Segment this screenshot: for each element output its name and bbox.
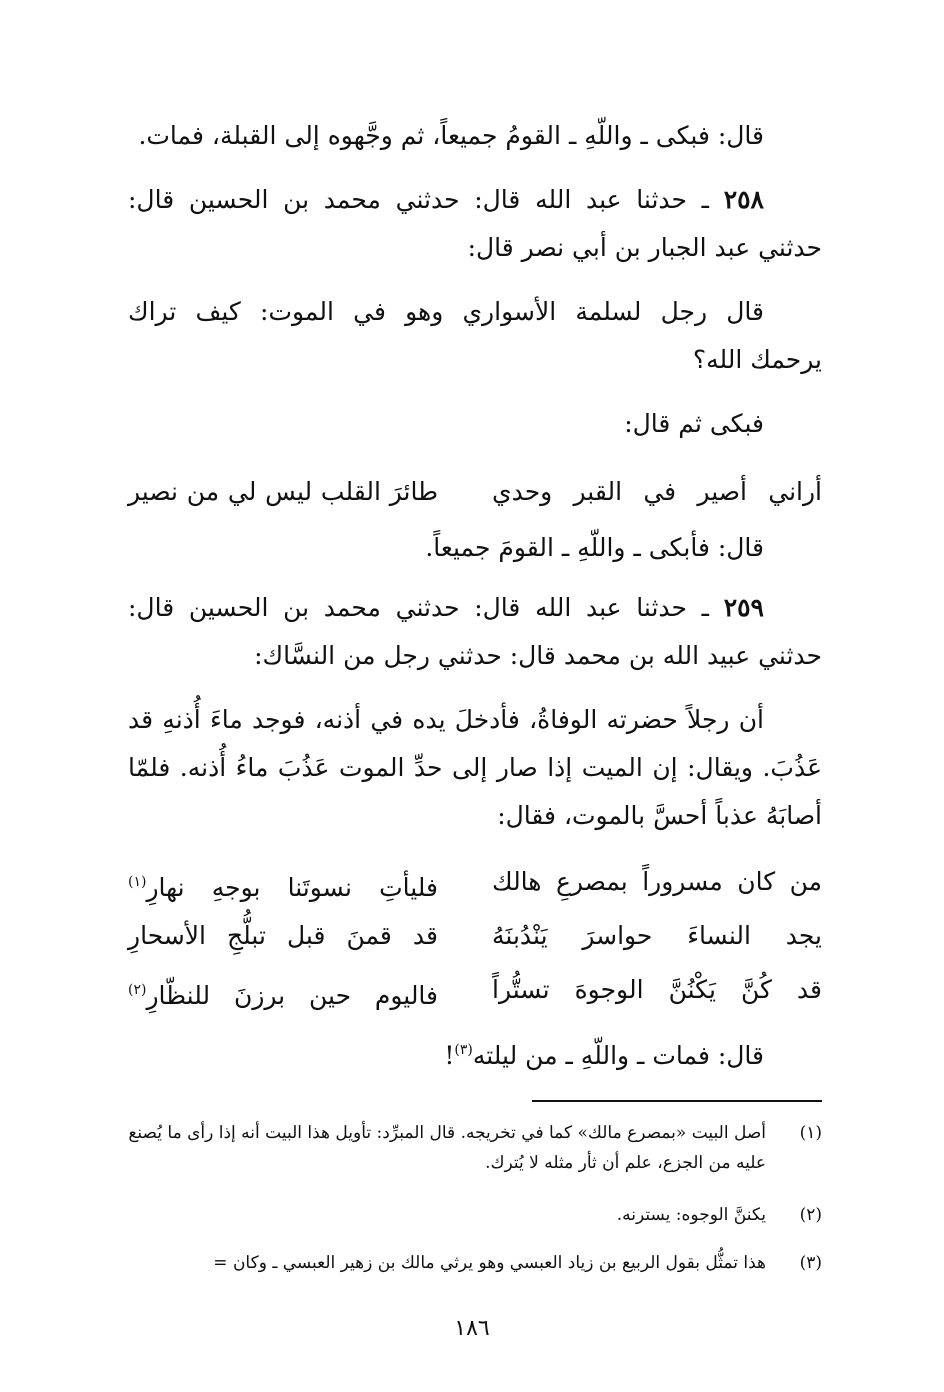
- footnote-ref-1: (١): [128, 874, 147, 890]
- footnote-2: [110, 1200, 822, 1230]
- verse-4-second-hemistich: فاليوم حين برزنَ للنظّارِ$^{(٢)}$: [128, 981, 438, 1010]
- text-line-13: أصابَهُ عذباً أحسَّ بالموت، فقال:: [497, 801, 822, 830]
- text-line-10: حدثني عبيد الله بن محمد قال: حدثني رجل من النسَّاك:: [254, 641, 822, 670]
- hadith-number-258: ٢٥٨: [723, 185, 764, 214]
- hadith-258-isnad: ـ حدثنا عبد الله قال: حدثني محمد بن الحسين قال:: [128, 185, 709, 214]
- verse-3-second-hemistich: قد قمنَ قبل تبلُّجِ الأسحارِ: [128, 921, 438, 950]
- text-line-1: قال: فبكى ـ واللّهِ ـ القومُ جميعاً، ثم وجَّهوه إلى القبلة، فمات.: [138, 121, 764, 150]
- hadith-number-259: ٢٥٩: [723, 593, 764, 622]
- footnote-3: [110, 1248, 822, 1278]
- text-line-17: قال: فمات ـ واللّهِ ـ من ليلته$^{(٣)}$!: [444, 1041, 764, 1070]
- footnote-3-number: (٣): [799, 1253, 822, 1273]
- footnote-1-number: (١): [799, 1123, 822, 1143]
- text-line-12: عَذُبَ. ويقال: إن الميت إذا صار إلى حدِّ الموت عَذُبَ ماءُ أُذنه. فلمّا: [128, 753, 822, 782]
- text-line-4: قال رجل لسلمة الأسواري وهو في الموت: كيف تراك: [128, 297, 764, 326]
- verse-3-first-hemistich: يجد النساءَ حواسرَ يَنْدُبنَهُ: [492, 921, 822, 950]
- verse-1-first-hemistich: أراني أصير في القبر وحدي: [492, 477, 822, 506]
- text-line-8: قال: فأبكى ـ واللّهِ ـ القومَ جميعاً.: [425, 533, 764, 562]
- page-number: ١٨٦: [454, 1316, 490, 1341]
- hadith-259-heading: [128, 590, 822, 626]
- verse-1-second-hemistich: طائرَ القلب ليس لي من نصير: [128, 477, 438, 506]
- footnote-ref-3: (٣): [454, 1042, 473, 1058]
- footnote-separator: [532, 1100, 822, 1102]
- verse-2: [128, 862, 822, 902]
- verse-4: [128, 970, 822, 1010]
- footnote-2-text: يكننَّ الوجوه: يسترنه.: [616, 1205, 766, 1225]
- verse-2-first-hemistich: من كان مسروراً بمصرعِ هالك: [492, 867, 822, 896]
- text-line-3: حدثني عبد الجبار بن أبي نصر قال:: [467, 233, 822, 262]
- text-line-5: يرحمك الله؟: [692, 345, 822, 374]
- verse-3: [128, 916, 822, 956]
- footnote-1: [110, 1118, 822, 1178]
- footnote-2-number: (٢): [799, 1205, 822, 1225]
- footnote-3-text: هذا تمثُّل بقول الربيع بن زياد العبسي وهو يرثي مالك بن زهير العبسي ـ وكان =: [213, 1253, 766, 1273]
- verse-4-first-hemistich: قد كُنَّ يَكْنُنَّ الوجوهَ تستُّراً: [492, 975, 822, 1004]
- hadith-259-isnad: ـ حدثنا عبد الله قال: حدثني محمد بن الحسين قال:: [128, 593, 709, 622]
- verse-1: [128, 472, 822, 512]
- footnote-ref-2: (٢): [128, 982, 147, 998]
- verse-2-second-hemistich: فليأتِ نسوتَنا بوجهِ نهارِ$^{(١)}$: [128, 873, 438, 902]
- hadith-258-heading: [128, 182, 822, 218]
- footnote-1-text: أصل البيت «بمصرع مالك» كما في تخريجه. قال المبرِّد: تأويل هذا البيت أنه إذا رأى ما يُصنع عليه من الجزع، علم أن ثأر مثله لا يُترك.: [128, 1123, 766, 1173]
- text-line-6: فبكى ثم قال:: [624, 409, 764, 438]
- text-line-11: أن رجلاً حضرته الوفاةُ، فأدخلَ يده في أذنه، فوجد ماءَ أُذنهِ قد: [128, 705, 764, 734]
